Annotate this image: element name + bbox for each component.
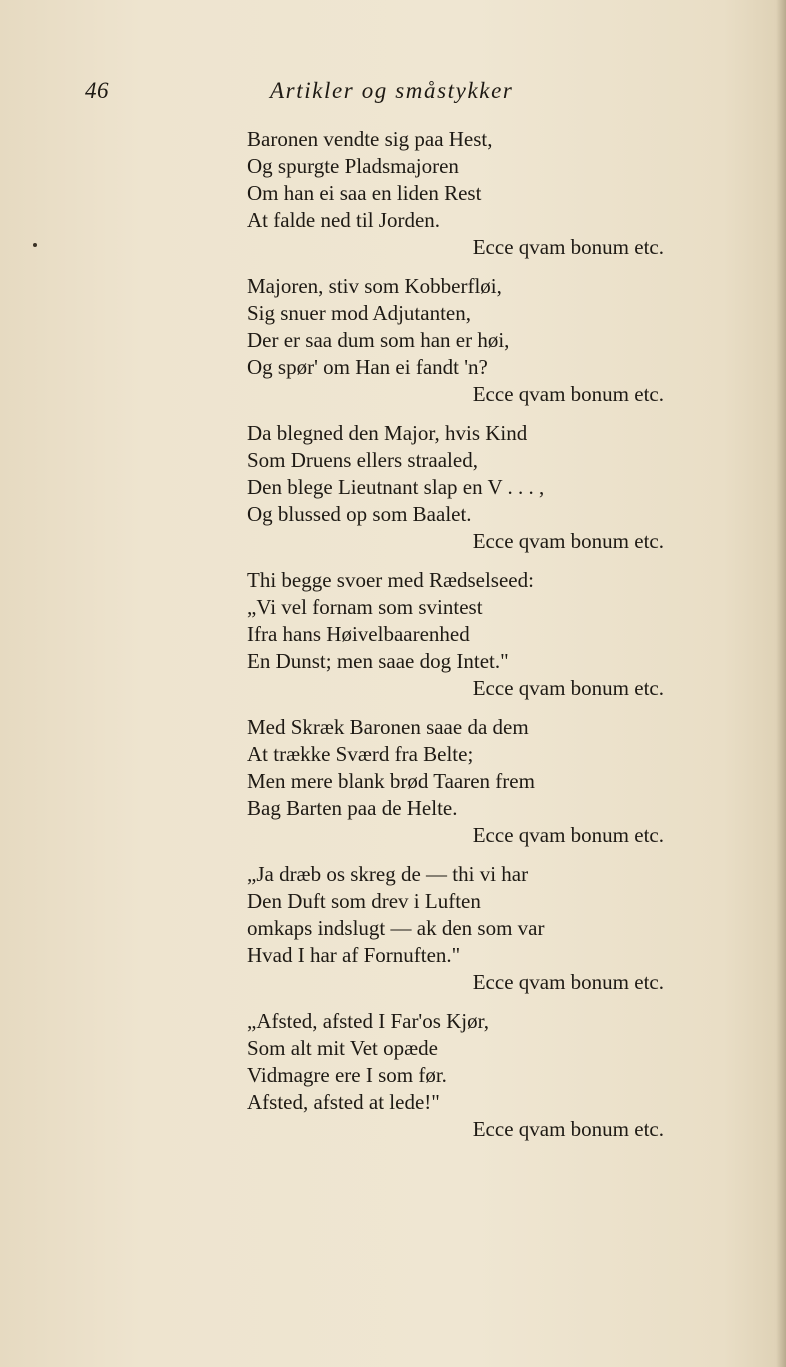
page-header (0, 76, 786, 110)
verse-line: Der er saa dum som han er høi, (247, 328, 510, 352)
verse-line: Ifra hans Høivelbaarenhed (247, 622, 470, 646)
verse-line: Vidmagre ere I som før. (247, 1063, 447, 1087)
stanza (247, 714, 677, 849)
verse-line: Og spurgte Pladsmajoren (247, 154, 459, 178)
verse-line: „Vi vel fornam som svintest (247, 595, 483, 619)
stanza (247, 420, 677, 555)
verse-line: Og spør' om Han ei fandt 'n? (247, 355, 488, 379)
page-number: 46 (85, 78, 109, 103)
verse-line: At trække Sværd fra Belte; (247, 742, 474, 766)
verse-line: „Ja dræb os skreg de — thi vi har (247, 862, 529, 886)
verse-line: Hvad I har af Fornuften." (247, 943, 461, 967)
refrain-line: Ecce qvam bonum etc. (472, 235, 664, 259)
verse-line: Bag Barten paa de Helte. (247, 796, 458, 820)
verse-line: En Dunst; men saae dog Intet." (247, 649, 509, 673)
verse-line: Som alt mit Vet opæde (247, 1036, 438, 1060)
stanza (247, 861, 677, 996)
refrain-line: Ecce qvam bonum etc. (472, 676, 664, 700)
verse-line: Da blegned den Major, hvis Kind (247, 421, 528, 445)
verse-line: Som Druens ellers straaled, (247, 448, 478, 472)
refrain-line: Ecce qvam bonum etc. (472, 529, 664, 553)
verse-line: Og blussed op som Baalet. (247, 502, 472, 526)
stanza (247, 126, 677, 261)
verse-line: Baronen vendte sig paa Hest, (247, 127, 493, 151)
verse-line: At falde ned til Jorden. (247, 208, 441, 232)
verse-line: Men mere blank brød Taaren frem (247, 769, 535, 793)
verse-line: Majoren, stiv som Kobberfløi, (247, 274, 502, 298)
stanza (247, 567, 677, 702)
binding-edge (776, 0, 786, 1367)
verse-line: Den Duft som drev i Luften (247, 889, 481, 913)
verse-line: Om han ei saa en liden Rest (247, 181, 482, 205)
refrain-line: Ecce qvam bonum etc. (472, 1117, 664, 1141)
verse-line: Med Skræk Baronen saae da dem (247, 715, 529, 739)
refrain-line: Ecce qvam bonum etc. (472, 970, 664, 994)
verse-line: Sig snuer mod Adjutanten, (247, 301, 471, 325)
verse-line: Den blege Lieutnant slap en V . . . , (247, 475, 545, 499)
stanza (247, 273, 677, 408)
refrain-line: Ecce qvam bonum etc. (472, 382, 664, 406)
poem (247, 126, 677, 1155)
stanza (247, 1008, 677, 1143)
verse-line: „Afsted, afsted I Far'os Kjør, (247, 1009, 490, 1033)
verse-line: Thi begge svoer med Rædselseed: (247, 568, 534, 592)
ink-speck (33, 243, 37, 247)
verse-line: omkaps indslugt — ak den som var (247, 916, 545, 940)
verse-line: Afsted, afsted at lede!" (247, 1090, 440, 1114)
refrain-line: Ecce qvam bonum etc. (472, 823, 664, 847)
running-title: Artikler og småstykker (270, 78, 514, 103)
